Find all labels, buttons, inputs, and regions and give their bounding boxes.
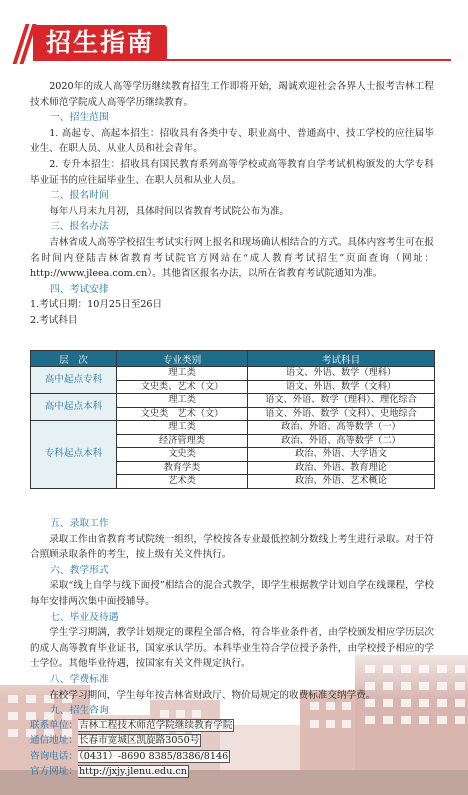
- section-title-teaching-form: 六、教学形式: [50, 564, 109, 576]
- category-cell: 教育学类: [117, 461, 248, 475]
- category-cell: 经济管理类: [117, 434, 248, 448]
- contact-phone-row: [30, 749, 234, 764]
- contact-address-value: 长春市宽城区凯旋路3050号: [78, 735, 200, 747]
- exam-subjects-label: 2.考试科目: [30, 314, 78, 326]
- contact-block: [30, 718, 234, 780]
- contact-website-link[interactable]: http://jxjy.jlenu.edu.cn: [78, 766, 187, 778]
- section-paragraph: 学生学习期满，教学计划规定的课程全部合格，符合毕业条件者，由学校颁发相应学历层次的成人高等教育毕业证书，国家承认学历。本科毕业生符合学位授予条件，由学校授予相应的学士学位。其他毕业待遇，按国家有关文件规定执行。: [30, 627, 434, 670]
- contact-address-label: 通信地址：: [30, 735, 78, 747]
- section-title-admission: 五、录取工作: [50, 518, 109, 529]
- table-header-subjects: 考试科目: [248, 351, 435, 367]
- subjects-cell: 语文、外语、数学（理科）、理化综合: [248, 394, 435, 408]
- category-cell: 文史类、艺术（文）: [117, 380, 248, 394]
- level-cell: 高中起点本科: [31, 394, 117, 421]
- section-title-graduation: 七、毕业及待遇: [50, 611, 119, 623]
- category-cell: 理工类: [117, 421, 248, 435]
- section-title-registration-time: 二、报名时间: [50, 190, 109, 202]
- subjects-cell: 政治、外语、艺术概论: [248, 475, 435, 489]
- header-underline: [33, 59, 451, 61]
- content-top: [30, 79, 434, 329]
- page-title: 招生指南: [33, 25, 167, 61]
- section-paragraph: 吉林省成人高等学校招生考试实行网上报名和现场确认相结合的方式。具体内容考生可在报名时间内登陆吉林省教育考试院官方网站在“成人教育考试招生”页面查询（网址：http://www.jleea.com.cn）。其他省区报名办法，以所在省教育考试院通知为准。: [30, 236, 434, 280]
- level-cell: 专科起点本科: [31, 421, 117, 489]
- category-cell: 文史类 艺术（文）: [117, 407, 248, 421]
- table-header-category: 专业类别: [117, 351, 248, 367]
- section-paragraph: 采取“线上自学与线下面授”相结合的混合式教学，即学生根据教学计划自学在线课程，学校每年安排两次集中面授辅导。: [30, 580, 434, 607]
- category-cell: 理工类: [117, 367, 248, 381]
- contact-website-row: [30, 764, 234, 779]
- contact-unit-row: [30, 718, 234, 733]
- contact-phone-value: （0431）-8690 8385/8386/8146: [78, 750, 229, 762]
- subjects-cell: 政治、外语、高等数学（二）: [248, 434, 435, 448]
- subjects-cell: 语文、外语、数学（文科）、史地综合: [248, 407, 435, 421]
- section-paragraph: 在校学习期间，学生每年按吉林省财政厅、物价局规定的收费标准交纳学费。: [49, 689, 376, 701]
- level-cell: 高中起点专科: [31, 367, 117, 394]
- subjects-cell: 语文、外语、数学（理科）: [248, 367, 435, 381]
- exam-subjects-table: [30, 350, 435, 489]
- intro-paragraph: 2020年的成人高等学历继续教育招生工作即将开始，竭诚欢迎社会各界人士报考吉林工程技术师范学院成人高等学历继续教育。: [30, 81, 434, 108]
- section-title-exam-arrangement: 四、考试安排: [50, 283, 109, 295]
- section-title-tuition: 八、学费标准: [50, 673, 109, 685]
- table-header-level: 层 次: [31, 351, 117, 367]
- table-row: [31, 421, 435, 435]
- content-bottom: [30, 516, 434, 719]
- table-row: [31, 367, 435, 381]
- contact-website-label: 官方网址：: [30, 766, 78, 778]
- contact-unit-label: 联系单位：: [30, 720, 78, 731]
- section-paragraph: 每年八月末九月初，具体时间以省教育考试院公布为准。: [49, 205, 290, 217]
- section-title-enrollment-scope: 一、招生范围: [50, 112, 109, 124]
- section-paragraph: 1. 高起专、高起本招生：招收具有各类中专、职业高中、普通高中、技工学校的应往届毕业生、在职人员、从业人员和社会青年。: [30, 127, 434, 155]
- subjects-cell: 政治、外语、高等数学（一）: [248, 421, 435, 435]
- contact-address-row: [30, 733, 234, 748]
- contact-phone-label: 咨询电话：: [30, 750, 78, 762]
- category-cell: 文史类: [117, 448, 248, 462]
- category-cell: 理工类: [117, 394, 248, 408]
- category-cell: 艺术类: [117, 475, 248, 489]
- subjects-cell: 语文、外语、数学（文科）: [248, 380, 435, 394]
- contact-unit-value: 吉林工程技术师范学院继续教育学院: [78, 720, 233, 731]
- section-paragraph: 录取工作由省教育考试院统一组织，学校按各专业最低控制分数线上考生进行录取。对于符合照顾录取条件的考生，按上级有关文件执行。: [30, 533, 434, 561]
- table-row: [31, 394, 435, 408]
- section-paragraph: 2. 专升本招生：招收具有国民教育系列高等学校或高等教育自学考试机构颁发的大学专科毕业证书的应往届毕业生、在职人员和从业人员。: [30, 158, 434, 186]
- section-title-registration-method: 三、报名办法: [50, 221, 109, 233]
- subjects-cell: 政治、外语、大学语文: [248, 448, 435, 462]
- subjects-cell: 政治、外语、教育理论: [248, 461, 435, 475]
- exam-date: 1.考试日期：10月25日至26日: [30, 299, 163, 311]
- section-title-consultation: 九、招生咨询: [50, 705, 109, 717]
